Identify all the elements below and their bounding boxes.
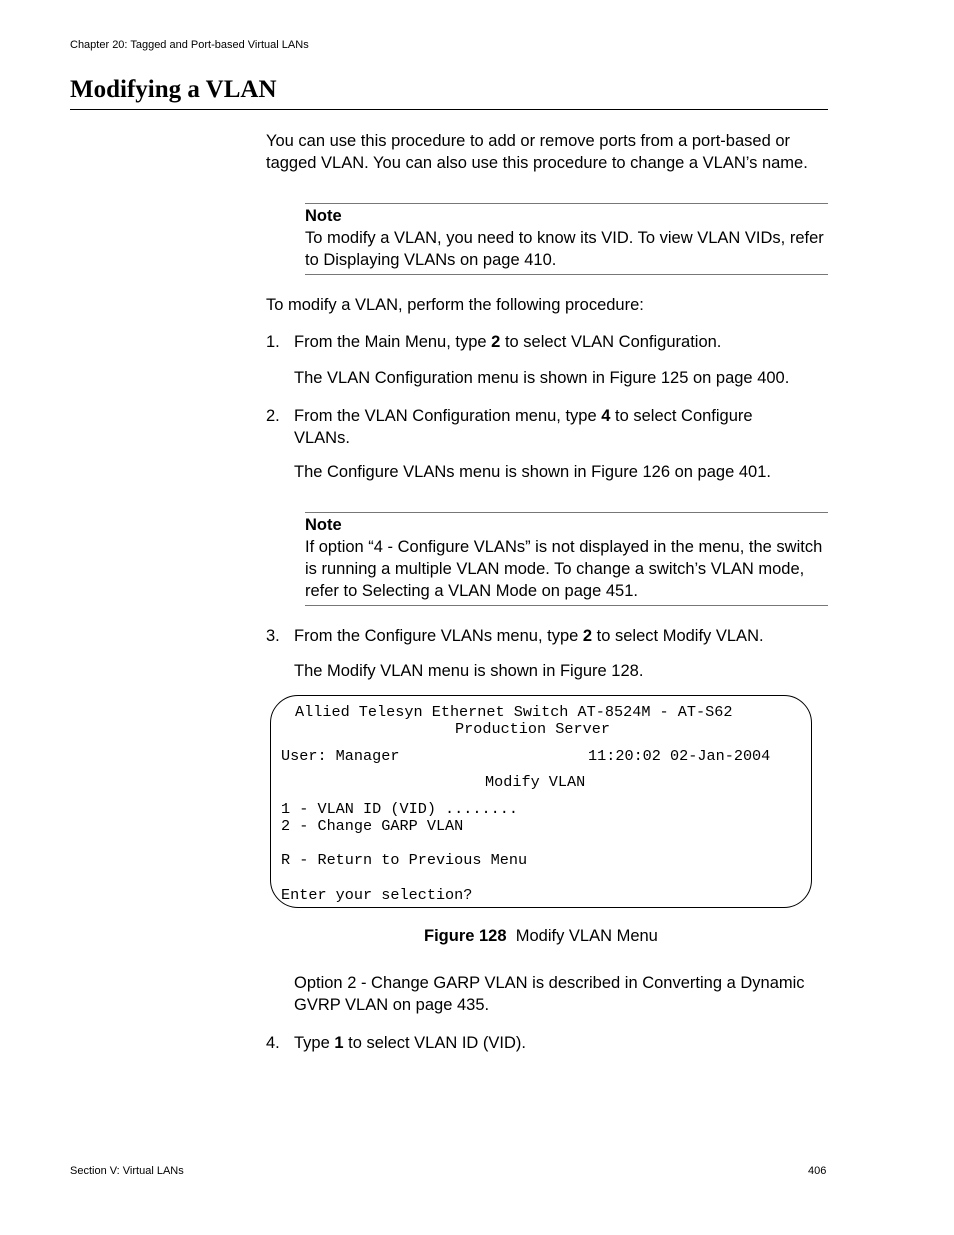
step-3-key: 2 (582, 627, 593, 645)
step-2-key: 4 (601, 407, 611, 425)
terminal-server-name: Production Server (455, 720, 610, 738)
step-3-number: 3. (266, 627, 280, 645)
figure-caption-text: Modify VLAN Menu (515, 927, 658, 945)
option-2-description: Option 2 - Change GARP VLAN is described in Converting a Dynamic GVRP VLAN on page 435. (294, 974, 805, 1014)
step-4-key: 1 (334, 1034, 344, 1052)
step-4-text (294, 1032, 828, 1054)
step-1-post: to select VLAN Configuration. (500, 333, 722, 351)
note-text: If option “4 - Configure VLANs” is not displayed in the menu, the switch is running a multiple VLAN mode. To change a switch’s VLAN mode, refer to Selecting a VLAN Mode on page 451. (305, 538, 823, 600)
section-title: Modifying a VLAN (70, 76, 277, 103)
step-2-sub: The Configure VLANs menu is shown in Figure 126 on page 401. (294, 463, 771, 481)
running-header: Chapter 20: Tagged and Port-based Virtual LANs (70, 39, 309, 51)
footer-section: Section V: Virtual LANs (70, 1165, 184, 1177)
step-3-pre: From the Configure VLANs menu, type (294, 627, 583, 645)
terminal-option-r: R - Return to Previous Menu (281, 851, 528, 869)
figure-caption-label: Figure 128 (424, 927, 507, 945)
note-label: Note (305, 516, 342, 534)
step-1-pre: From the Main Menu, type (294, 333, 492, 351)
step-3-sub: The Modify VLAN menu is shown in Figure 128. (294, 662, 644, 680)
note-text: To modify a VLAN, you need to know its VID. To view VLAN VIDs, refer to Displaying VLANs on page 410. (305, 229, 824, 269)
terminal-screen-figure (270, 695, 812, 908)
terminal-prompt: Enter your selection? (281, 886, 473, 904)
terminal-switch-name: Allied Telesyn Ethernet Switch AT-8524M - AT-S62 (295, 703, 733, 721)
terminal-datetime: 11:20:02 02-Jan-2004 (588, 747, 771, 765)
step-2-post: to select Configure VLANs. (294, 407, 753, 447)
step-4-pre: Type (294, 1034, 335, 1052)
terminal-option-1: 1 - VLAN ID (VID) ........ (281, 800, 518, 818)
title-rule (70, 109, 828, 110)
figure-caption (424, 927, 658, 946)
procedure-lead: To modify a VLAN, perform the following procedure: (266, 296, 644, 314)
step-2-number: 2. (266, 407, 280, 425)
step-1-number: 1. (266, 333, 280, 351)
page-number: 406 (808, 1165, 827, 1177)
step-1-text (294, 331, 828, 353)
intro-paragraph: You can use this procedure to add or remove ports from a port-based or tagged VLAN. You can also use this procedure to change a VLAN’s name. (266, 132, 808, 172)
note-box-vlan-mode (305, 512, 828, 606)
step-1-sub: The VLAN Configuration menu is shown in Figure 125 on page 400. (294, 369, 790, 387)
terminal-menu-title: Modify VLAN (485, 773, 586, 791)
step-1-key: 2 (491, 333, 501, 351)
terminal-option-2: 2 - Change GARP VLAN (281, 817, 464, 835)
terminal-user: User: Manager (281, 747, 400, 765)
step-2-pre: From the VLAN Configuration menu, type (294, 407, 602, 425)
step-4-number: 4. (266, 1034, 280, 1052)
step-3-text (294, 625, 828, 647)
step-4-post: to select VLAN ID (VID). (343, 1034, 527, 1052)
step-2-text (294, 405, 794, 449)
note-box-vid (305, 203, 828, 275)
note-label: Note (305, 207, 342, 225)
step-3-post: to select Modify VLAN. (592, 627, 764, 645)
